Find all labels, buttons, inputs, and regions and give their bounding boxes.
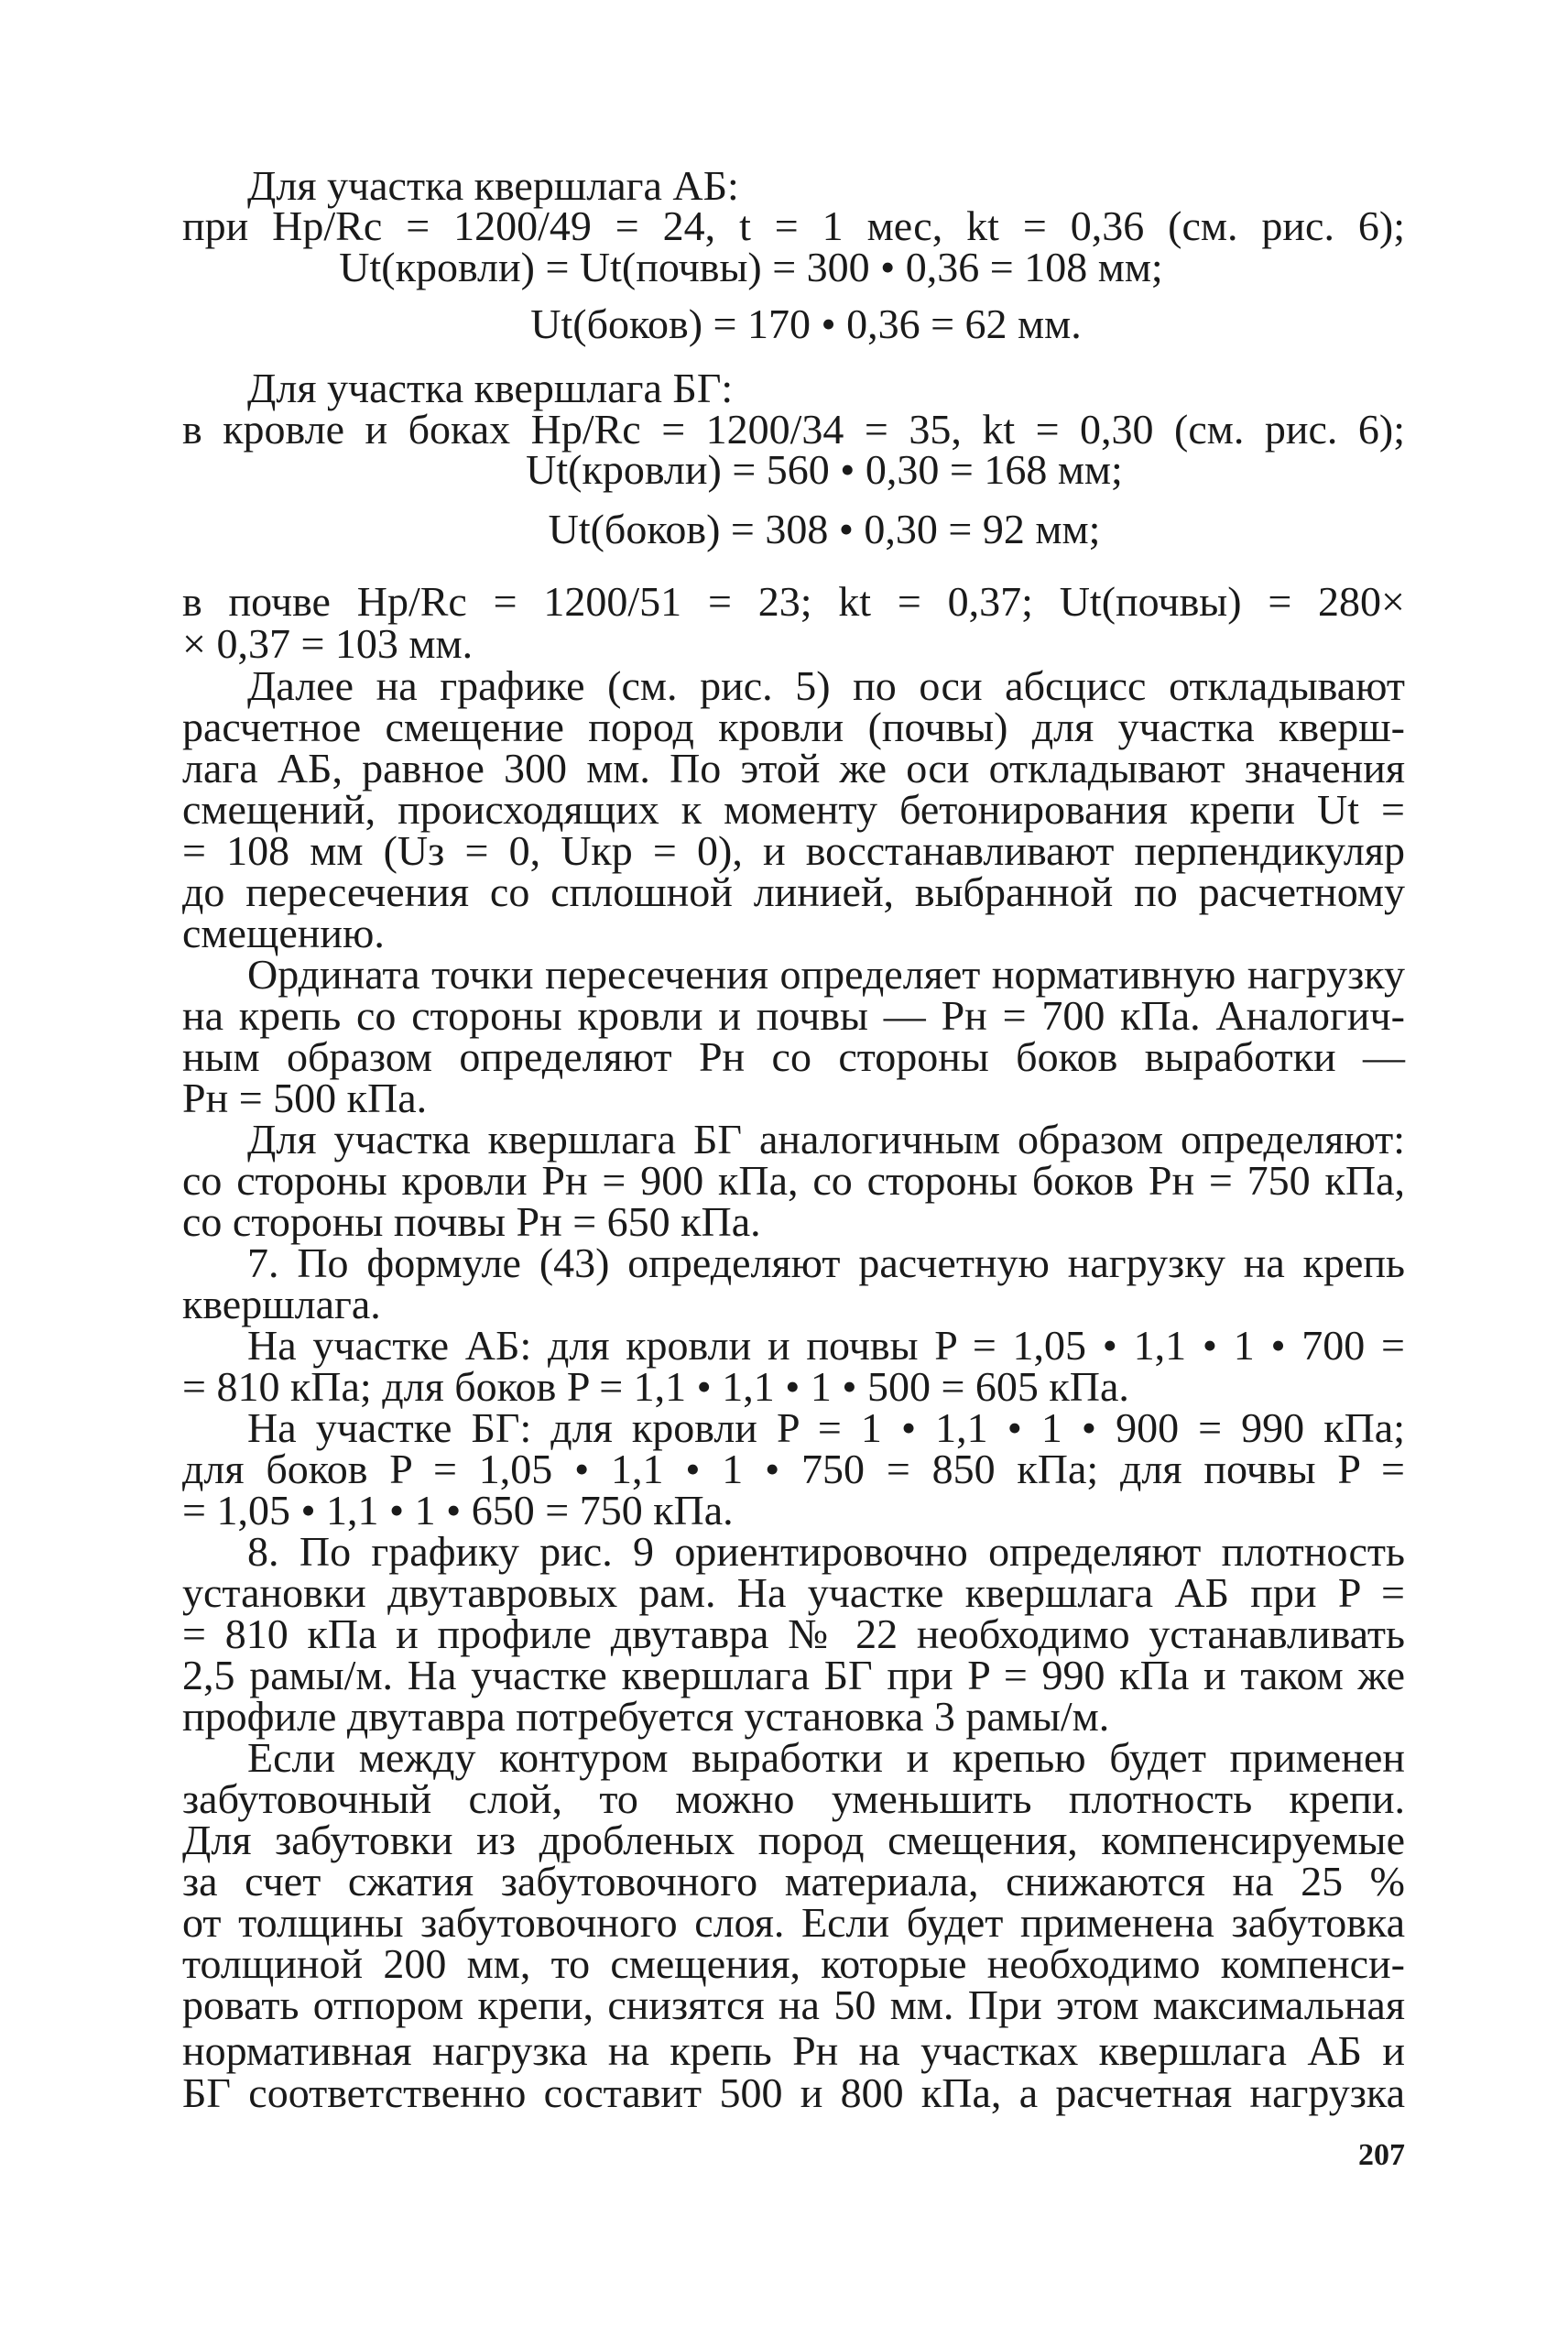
text-line: со стороны почвы Pн = 650 кПа. [182,1198,761,1245]
text-line: Pн = 500 кПа. [182,1075,428,1121]
text-line: 7. По формуле (43) определяют расчетную нагрузку на крепь [247,1239,1405,1286]
text-line: Для участка квершлага БГ: [247,365,734,411]
text-line: за счет сжатия забутовочного материала, снижаются на 25 % [182,1858,1405,1905]
text-line: нормативная нагрузка на крепь Pн на участках квершлага АБ и [182,2027,1405,2074]
text-line: до пересечения со сплошной линией, выбранной по расчетному [182,868,1405,915]
text-line: Если между контуром выработки и крепью будет применен [247,1734,1405,1781]
text-line: На участке БГ: для кровли P = 1 • 1,1 • 1 • 900 = 990 кПа; [247,1404,1405,1451]
text-line: толщиной 200 мм, то смещения, которые необходимо компенси- [182,1940,1405,1987]
text-line: лага АБ, равное 300 мм. По этой же оси откладывают значения [182,745,1405,791]
text-line: × 0,37 = 103 мм. [182,620,474,667]
text-line: от толщины забутовочного слоя. Если будет применена забутовка [182,1899,1405,1946]
text-line: БГ соответственно составит 500 и 800 кПа, а расчетная нагрузка [182,2069,1405,2116]
text-line: = 810 кПа; для боков P = 1,1 • 1,1 • 1 • 500 = 605 кПа. [182,1363,1129,1410]
page-number: 207 [1358,2138,1405,2172]
text-line: = 1,05 • 1,1 • 1 • 650 = 750 кПа. [182,1487,734,1534]
text-line: 2,5 рамы/м. На участке квершлага БГ при P = 990 кПа и таком же [182,1652,1405,1698]
text-line: со стороны кровли Pн = 900 кПа, со стороны боков Pн = 750 кПа, [182,1157,1405,1204]
text-line: Для забутовки из дробленых пород смещения, компенсируемые [182,1817,1405,1863]
text-line: Ut(кровли) = Ut(почвы) = 300 • 0,36 = 108 мм; [339,244,1163,290]
text-line: Ut(боков) = 170 • 0,36 = 62 мм. [530,300,1082,347]
text-line: Ордината точки пересечения определяет нормативную нагрузку [247,951,1405,998]
text-line: смещений, происходящих к моменту бетонирования крепи Ut = [182,786,1405,833]
text-line: = 108 мм (Uз = 0, Uкр = 0), и восстанавливают перпендикуляр [182,827,1405,874]
text-line: Далее на графике (см. рис. 5) по оси абсцисс откладывают [247,662,1405,709]
text-line: = 810 кПа и профиле двутавра № 22 необходимо устанавливать [182,1610,1405,1657]
text-line: Для участка квершлага АБ: [247,162,739,209]
text-line: Ut(боков) = 308 • 0,30 = 92 мм; [548,506,1101,552]
text-line: в почве Hр/Rс = 1200/51 = 23; kt = 0,37; Ut(почвы) = 280× [182,578,1405,625]
text-line: установки двутавровых рам. На участке квершлага АБ при P = [182,1569,1405,1616]
text-line: квершлага. [182,1281,381,1327]
text-line: в кровле и боках Hр/Rс = 1200/34 = 35, kt = 0,30 (см. рис. 6); [182,406,1405,453]
text-line: расчетное смещение пород кровли (почвы) для участка кверш- [182,704,1405,750]
text-line: ровать отпором крепи, снизятся на 50 мм. При этом максимальная [182,1981,1405,2028]
text-line: на крепь со стороны кровли и почвы — Pн = 700 кПа. Аналогич- [182,992,1405,1039]
text-line: смещению. [182,910,385,956]
text-line: при Hр/Rс = 1200/49 = 24, t = 1 мес, kt = 0,36 (см. рис. 6); [182,202,1405,249]
text-line: На участке АБ: для кровли и почвы P = 1,05 • 1,1 • 1 • 700 = [247,1322,1405,1369]
text-line: забутовочный слой, то можно уменьшить плотность крепи. [182,1775,1405,1822]
text-line: Ut(кровли) = 560 • 0,30 = 168 мм; [526,446,1123,493]
text-line: профиле двутавра потребуется установка 3 рамы/м. [182,1693,1110,1740]
text-line: для боков P = 1,05 • 1,1 • 1 • 750 = 850 кПа; для почвы P = [182,1446,1405,1492]
text-line: ным образом определяют Pн со стороны боков выработки — [182,1033,1405,1080]
text-line: 8. По графику рис. 9 ориентировочно определяют плотность [247,1528,1405,1575]
text-line: Для участка квершлага БГ аналогичным образом определяют: [247,1116,1405,1162]
